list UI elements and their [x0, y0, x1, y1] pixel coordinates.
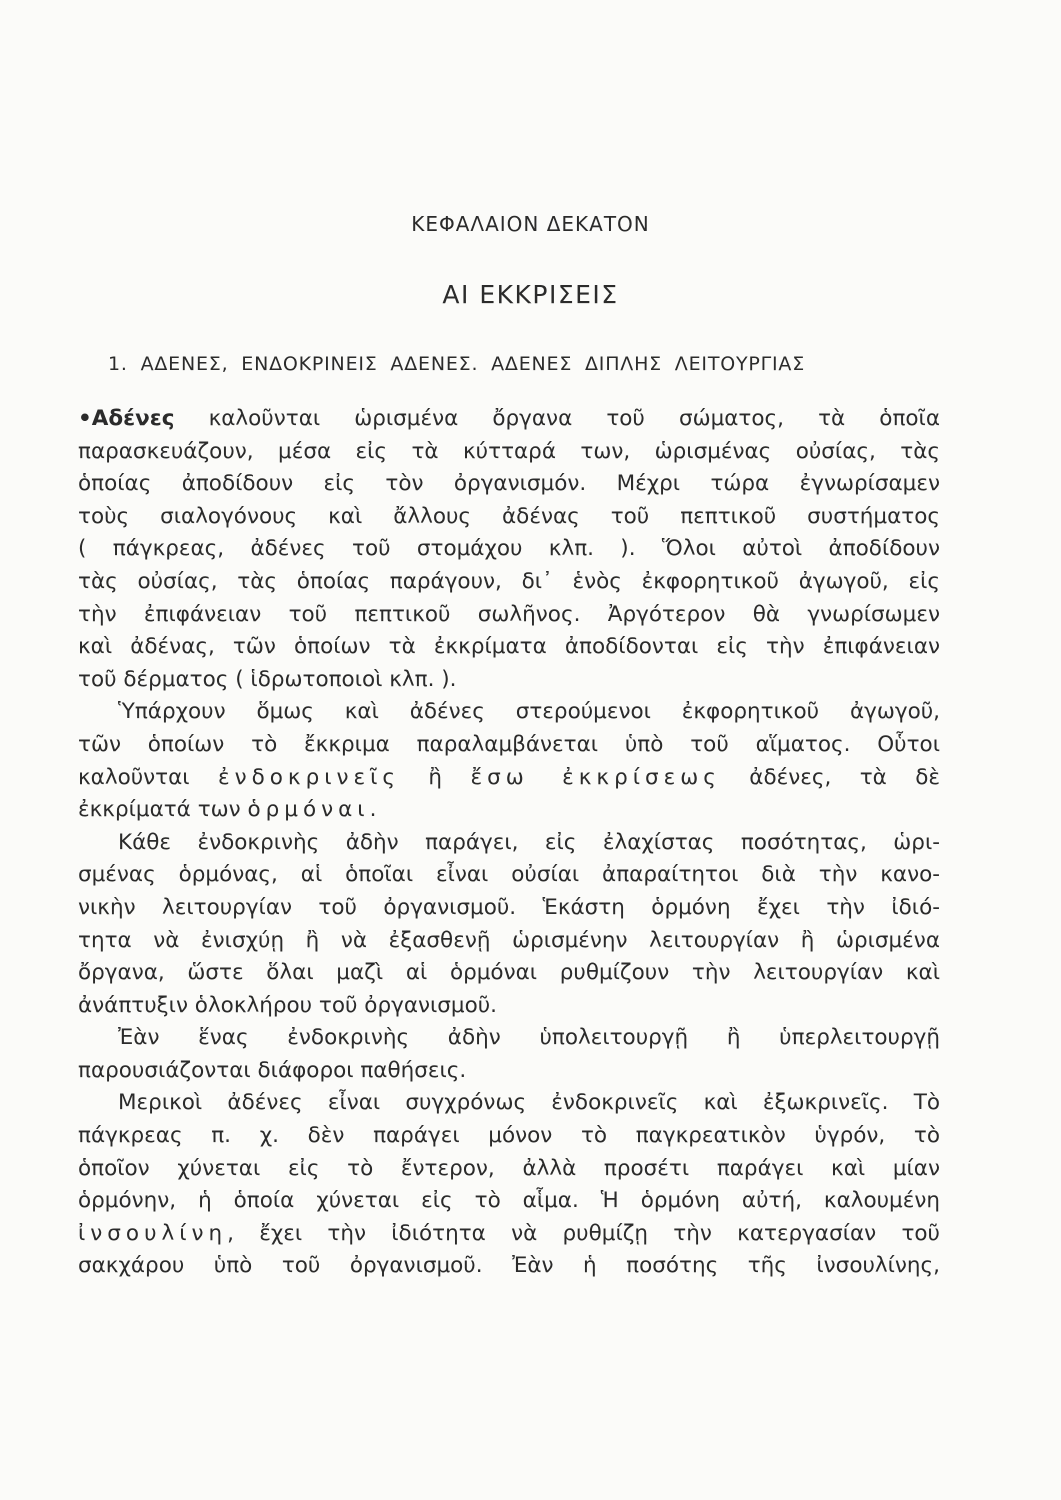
- body-text: [78, 403, 940, 1283]
- text-line: τὰς οὐσίας, τὰς ὁποίας παράγουν, δι᾽ ἑνὸς ἐκφορητικοῦ ἀγωγοῦ, εἰς: [78, 568, 940, 594]
- line-text: , ἔχει τὴν ἰδιότητα νὰ ρυθμίζῃ τὴν κατεργασίαν τοῦ: [227, 1220, 940, 1246]
- text-line: ὄργανα, ὥστε ὅλαι μαζὶ αἱ ὁρμόναι ρυθμίζουν τὴν λειτουργίαν καὶ: [78, 960, 940, 986]
- text-line: τοῦ δέρματος ( ἱδρωτοποιοὶ κλπ. ).: [78, 666, 457, 692]
- term-hormones: ὁρμόναι: [247, 797, 370, 823]
- line-text: καλοῦνται: [78, 764, 218, 790]
- text-line: καὶ ἀδένας, τῶν ὁποίων τὰ ἐκκρίματα ἀποδίδονται εἰς τὴν ἐπιφάνειαν: [78, 634, 940, 660]
- text-line: Ὑπάρχουν ὅμως καὶ ἀδένες στερούμενοι ἐκφορητικοῦ ἀγωγοῦ,: [118, 699, 940, 725]
- text-line: Κάθε ἐνδοκρινὴς ἀδὴν παράγει, εἰς ἐλαχίστας ποσότητας, ὡρι-: [118, 829, 940, 855]
- text-line: σακχάρου ὑπὸ τοῦ ὀργανισμοῦ. Ἐὰν ἡ ποσότης τῆς ἰνσουλίνης,: [78, 1253, 940, 1279]
- line-text: .: [369, 797, 377, 823]
- term-endocrine: ἐνδοκρινεῖς: [217, 764, 401, 790]
- line-text: καλοῦνται ὡρισμένα ὄργανα τοῦ σώματος, τὰ ὁποῖα: [174, 406, 940, 431]
- text-line: παρουσιάζονται διάφοροι παθήσεις.: [78, 1057, 467, 1083]
- text-line: ( πάγκρεας, ἀδένες τοῦ στομάχου κλπ. ). Ὅλοι αὐτοὶ ἀποδίδουν: [78, 536, 940, 562]
- text-line: ὁποίας ἀποδίδουν εἰς τὸν ὀργανισμόν. Μέχρι τώρα ἐγνωρίσαμεν: [78, 471, 940, 497]
- text-line: [78, 762, 940, 795]
- text-line: σμένας ὁρμόνας, αἱ ὁποῖαι εἶναι οὐσίαι ἀπαραίτητοι διὰ τὴν κανο-: [78, 862, 940, 888]
- term-internal-secretion: ἔσω ἐκκρίσεως: [470, 764, 721, 790]
- term-insulin: ἰνσουλίνη: [78, 1220, 228, 1246]
- text-line: Ἐὰν ἕνας ἐνδοκρινὴς ἀδὴν ὑπολειτουργῇ ἢ ὑπερλειτουργῇ: [118, 1025, 940, 1051]
- text-line: πάγκρεας π. χ. δὲν παράγει μόνον τὸ παγκρεατικὸν ὑγρόν, τὸ: [78, 1123, 940, 1149]
- text-line: τοὺς σιαλογόνους καὶ ἄλλους ἀδένας τοῦ πεπτικοῦ συστήματος: [78, 503, 940, 529]
- text-line: [78, 403, 940, 436]
- section-heading: 1. ΑΔΕΝΕΣ, ΕΝΔΟΚΡΙΝΕΙΣ ΑΔΕΝΕΣ. ΑΔΕΝΕΣ ΔΙΠΛΗΣ ΛΕΙΤΟΥΡΓΙΑΣ: [108, 353, 806, 375]
- text-line: [78, 1218, 940, 1251]
- line-text: ἢ: [400, 764, 471, 790]
- line-text: ἐκκρίματά των: [78, 797, 248, 823]
- text-line: [78, 794, 940, 827]
- text-line: τὴν ἐπιφάνειαν τοῦ πεπτικοῦ σωλῆνος. Ἀργότερον θὰ γνωρίσωμεν: [78, 601, 940, 627]
- text-line: παρασκευάζουν, μέσα εἰς τὰ κύτταρά των, ὡρισμένας οὐσίας, τὰς: [78, 438, 940, 464]
- text-line: ὁποῖον χύνεται εἰς τὸ ἔντερον, ἀλλὰ προσέτι παράγει καὶ μίαν: [78, 1155, 940, 1181]
- text-line: ὁρμόνην, ἡ ὁποία χύνεται εἰς τὸ αἷμα. Ἡ ὁρμόνη αὐτή, καλουμένη: [78, 1188, 940, 1214]
- text-line: τῶν ὁποίων τὸ ἔκκριμα παραλαμβάνεται ὑπὸ τοῦ αἵματος. Οὗτοι: [78, 731, 940, 757]
- text-line: νικὴν λειτουργίαν τοῦ ὀργανισμοῦ. Ἑκάστη ὁρμόνη ἔχει τὴν ἰδιό-: [78, 894, 940, 920]
- lead-term: •Αδένες: [78, 406, 175, 431]
- page-title: ΑΙ ΕΚΚΡΙΣΕΙΣ: [442, 280, 619, 309]
- text-line: Μερικοὶ ἀδένες εἶναι συγχρόνως ἐνδοκρινεῖς καὶ ἐξωκρινεῖς. Τὸ: [118, 1090, 940, 1116]
- text-line: ἀνάπτυξιν ὁλοκλήρου τοῦ ὀργανισμοῦ.: [78, 992, 498, 1018]
- line-text: ἀδένες, τὰ δὲ: [720, 764, 940, 790]
- chapter-heading: ΚΕΦΑΛΑΙΟΝ ΔΕΚΑΤΟΝ: [411, 212, 650, 236]
- text-line: τητα νὰ ἐνισχύῃ ἢ νὰ ἐξασθενῇ ὡρισμένην λειτουργίαν ἢ ὡρισμένα: [78, 927, 940, 953]
